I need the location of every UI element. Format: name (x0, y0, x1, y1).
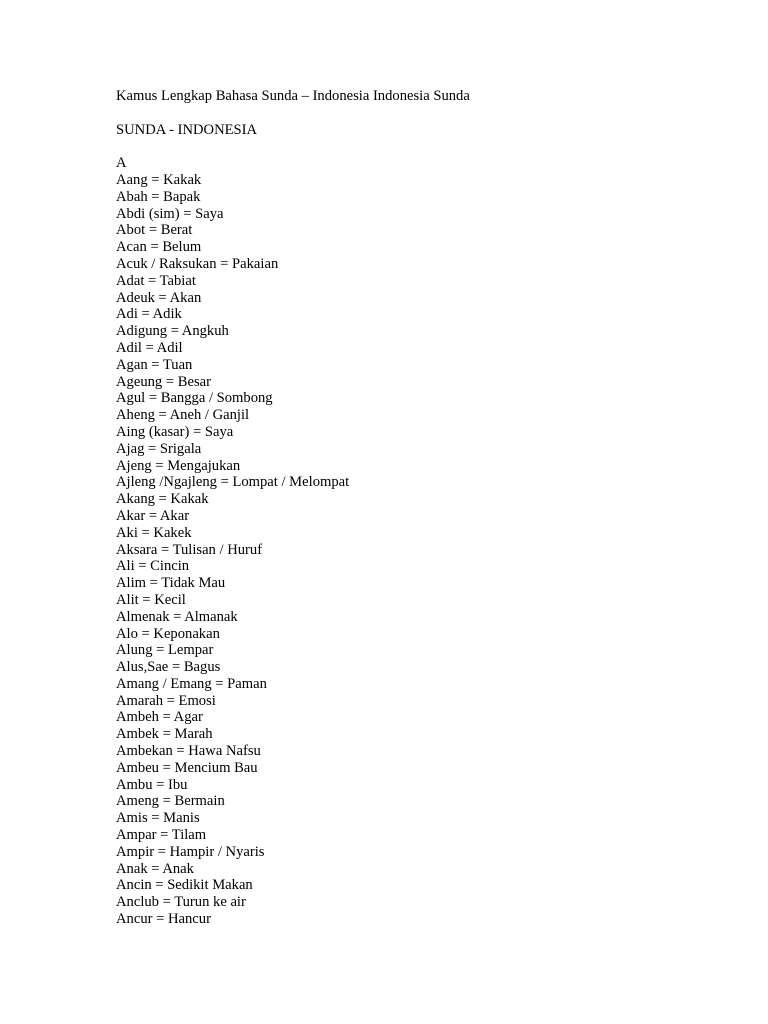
dictionary-entry-list (116, 172, 470, 928)
dictionary-entry: Abot = Berat (116, 222, 193, 239)
dictionary-entry: Ameng = Bermain (116, 793, 225, 810)
dictionary-entry: Ambeh = Agar (116, 709, 203, 726)
dictionary-entry: Anclub = Turun ke air (116, 894, 246, 911)
dictionary-entry: Akang = Kakak (116, 491, 209, 508)
dictionary-entry: Adi = Adik (116, 306, 182, 323)
dictionary-entry: Amis = Manis (116, 810, 200, 827)
dictionary-entry: Aheng = Aneh / Ganjil (116, 407, 250, 424)
dictionary-entry: Agan = Tuan (116, 356, 193, 373)
dictionary-entry: Ajeng = Mengajukan (116, 457, 241, 474)
dictionary-entry: Amang / Emang = Paman (116, 675, 267, 692)
dictionary-entry: Aing (kasar) = Saya (116, 423, 234, 440)
dictionary-entry: Ambekan = Hawa Nafsu (116, 743, 261, 760)
dictionary-entry: Ampir = Hampir / Nyaris (116, 843, 265, 860)
dictionary-entry: Abdi (sim) = Saya (116, 205, 224, 222)
dictionary-entry: Ancur = Hancur (116, 911, 211, 928)
dictionary-entry: Adil = Adil (116, 339, 183, 356)
dictionary-entry: Acan = Belum (116, 239, 202, 256)
dictionary-entry: Alit = Kecil (116, 591, 186, 608)
dictionary-entry: Ambek = Marah (116, 726, 213, 743)
dictionary-entry: Almenak = Almanak (116, 608, 238, 625)
dictionary-entry: Adeuk = Akan (116, 289, 202, 306)
dictionary-entry: Ajleng /Ngajleng = Lompat / Melompat (116, 474, 350, 491)
dictionary-entry: Abah = Bapak (116, 188, 201, 205)
dictionary-entry: Ali = Cincin (116, 558, 190, 575)
dictionary-entry: Aksara = Tulisan / Huruf (116, 541, 263, 558)
dictionary-entry: Ageung = Besar (116, 373, 211, 390)
dictionary-entry: Ancin = Sedikit Makan (116, 877, 253, 894)
letter-heading: A (116, 155, 127, 172)
dictionary-entry: Agul = Bangga / Sombong (116, 390, 273, 407)
dictionary-entry: Aang = Kakak (116, 171, 202, 188)
dictionary-entry: Aki = Kakek (116, 524, 192, 541)
dictionary-entry: Acuk / Raksukan = Pakaian (116, 255, 279, 272)
dictionary-entry: Akar = Akar (116, 507, 190, 524)
dictionary-entry: Alo = Keponakan (116, 625, 220, 642)
dictionary-entry: Alim = Tidak Mau (116, 575, 226, 592)
document-title: Kamus Lengkap Bahasa Sunda – Indonesia Indonesia Sunda (116, 88, 470, 104)
section-heading: SUNDA - INDONESIA (116, 121, 258, 138)
dictionary-entry: Alung = Lempar (116, 642, 214, 659)
dictionary-entry: Ambeu = Mencium Bau (116, 759, 258, 776)
dictionary-entry: Ampar = Tilam (116, 827, 207, 844)
dictionary-entry: Anak = Anak (116, 860, 194, 877)
dictionary-entry: Ambu = Ibu (116, 776, 188, 793)
dictionary-entry: Ajag = Srigala (116, 440, 202, 457)
document-body (116, 88, 470, 928)
dictionary-entry: Alus,Sae = Bagus (116, 659, 221, 676)
dictionary-entry: Amarah = Emosi (116, 692, 216, 709)
dictionary-entry: Adigung = Angkuh (116, 323, 229, 340)
dictionary-entry: Adat = Tabiat (116, 272, 196, 289)
